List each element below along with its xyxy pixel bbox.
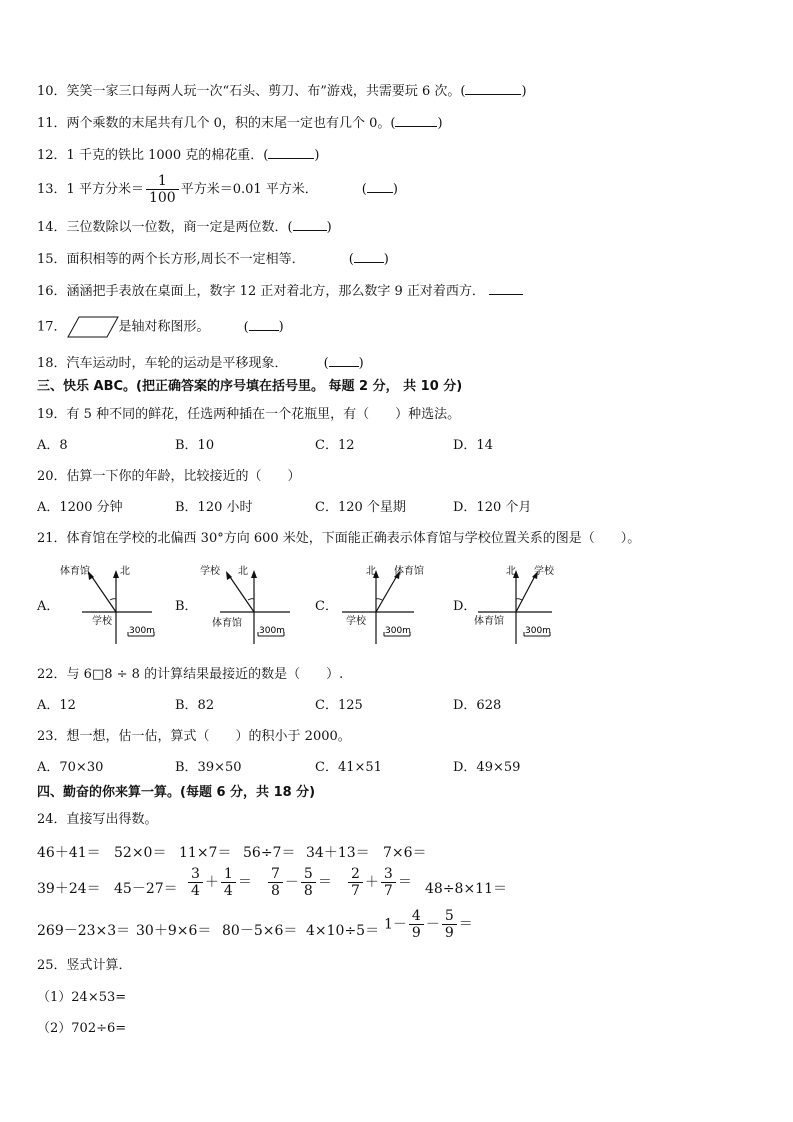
north-label: 北 — [366, 566, 376, 577]
answer-blank[interactable] — [354, 250, 384, 263]
question-21 — [37, 530, 640, 548]
question-text: 1 平方分米＝ — [66, 182, 144, 197]
fraction-calc-4: 1－ $\frac{4}{9}$ － $\frac{5}{9}$ ＝ — [384, 908, 473, 941]
bottom-label: 体育馆 — [474, 616, 504, 627]
question-number: 11． — [37, 116, 67, 131]
question-number: 22． — [37, 667, 67, 682]
sub-item-1: （1）24×53= — [37, 990, 127, 1005]
option-b[interactable]: B．10 — [175, 438, 215, 453]
parallelogram-icon — [67, 316, 119, 338]
north-label: 北 — [506, 566, 516, 577]
calc-item: 39＋24＝ — [37, 881, 101, 897]
question-number: 20． — [37, 469, 67, 484]
option-a[interactable]: A．8 — [37, 438, 68, 453]
question-text: 三位数除以一位数，商一定是两位数．( — [66, 220, 293, 235]
question-number: 19． — [37, 407, 67, 422]
question-number: 16． — [37, 284, 67, 299]
answer-blank[interactable] — [465, 82, 521, 95]
compass-diagram-d — [470, 562, 570, 654]
question-text: 竖式计算． — [66, 958, 132, 973]
answer-blank[interactable] — [268, 146, 314, 159]
question-14: 14．三位数除以一位数，商一定是两位数．( ) — [37, 220, 332, 235]
north-label: 北 — [120, 566, 130, 577]
answer-blank[interactable] — [367, 180, 393, 193]
calc-item: 45－27＝ — [114, 881, 178, 897]
question-17: 17． 是轴对称图形。 ( ) — [37, 316, 284, 338]
question-text: 两个乘数的末尾共有几个 0，积的末尾一定也有几个 0。( — [66, 116, 396, 131]
section-3-heading: 三、快乐 ABC。(把正确答案的序号填在括号里。 每题 2 分， 共 10 分) — [37, 379, 463, 394]
question-number: 17． — [37, 319, 67, 335]
compass-diagram-b — [198, 562, 298, 654]
calc-item: 46＋41＝ — [37, 845, 101, 861]
top-label: 学校 — [200, 566, 220, 577]
question-number: 18． — [37, 356, 67, 371]
question-10: 10．笑笑一家三口每两人玩一次“石头、剪刀、布”游戏，共需要玩 6 次。( ) — [37, 84, 527, 99]
option-d[interactable]: D． — [453, 599, 477, 614]
option-b[interactable]: B．120 小时 — [175, 500, 253, 515]
question-number: 21． — [37, 531, 67, 546]
option-b[interactable]: B．39×50 — [175, 760, 242, 775]
question-25 — [37, 957, 132, 975]
question-text: 汽车运动时，车轮的运动是平移现象． — [66, 356, 288, 371]
calc-item: 11×7＝ — [179, 845, 232, 861]
calc-item: 48÷8×11＝ — [425, 881, 507, 897]
question-number: 25． — [37, 958, 67, 973]
question-15: 15．面积相等的两个长方形,周长不一定相等． ( ) — [37, 252, 389, 267]
question-20 — [37, 468, 301, 486]
top-label: 学校 — [534, 566, 554, 577]
option-b[interactable]: B． — [175, 599, 198, 614]
top-label: 体育馆 — [394, 566, 424, 577]
question-number: 14． — [37, 220, 67, 235]
option-b[interactable]: B．82 — [175, 698, 215, 713]
question-22 — [37, 666, 343, 684]
option-c[interactable]: C．120 个星期 — [315, 500, 406, 515]
section-4-heading: 四、勤奋的你来算一算。(每题 6 分，共 18 分) — [37, 785, 316, 800]
calc-item: 269－23×3＝ — [37, 923, 131, 939]
calc-item: 56÷7＝ — [243, 845, 296, 861]
option-a[interactable]: A． — [37, 599, 60, 614]
question-16 — [37, 282, 523, 301]
fraction: $\frac{1}{100}$ — [146, 173, 179, 206]
question-12: 12．1 千克的铁比 1000 克的棉花重．( ) — [37, 148, 320, 163]
option-a[interactable]: A．12 — [37, 698, 76, 713]
question-23 — [37, 728, 351, 746]
sub-item-2: （2）702÷6= — [37, 1021, 127, 1036]
question-text: 想一想，估一估，算式（ ）的积小于 2000。 — [66, 729, 351, 744]
question-text: 有 5 种不同的鲜花，任选两种插在一个花瓶里，有（ ）种选法。 — [66, 407, 461, 422]
compass-diagram-a — [60, 562, 160, 654]
option-a[interactable]: A．70×30 — [37, 760, 104, 775]
question-number: 24． — [37, 812, 67, 827]
fraction-calc-2: $\frac{7}{8}$ － $\frac{5}{8}$ ＝ — [266, 866, 332, 899]
fraction-calc-3: $\frac{2}{7}$ ＋ $\frac{3}{7}$ ＝ — [346, 866, 412, 899]
bottom-label: 学校 — [346, 616, 366, 627]
option-d[interactable]: D．628 — [453, 698, 502, 713]
question-number: 12． — [37, 148, 67, 163]
question-24 — [37, 811, 158, 829]
option-c[interactable]: C． — [315, 599, 338, 614]
north-label: 北 — [238, 566, 248, 577]
question-text: 直接写出得数。 — [66, 812, 158, 827]
question-text: 涵涵把手表放在桌面上，数字 12 正对着北方，那么数字 9 正对着西方． — [66, 284, 485, 299]
scale-label: 300m — [385, 626, 411, 636]
question-text: 笑笑一家三口每两人玩一次“石头、剪刀、布”游戏，共需要玩 6 次。( — [66, 84, 466, 99]
option-d[interactable]: D．14 — [453, 438, 493, 453]
option-d[interactable]: D．120 个月 — [453, 500, 532, 515]
question-text: 与 6□8 ÷ 8 的计算结果最接近的数是（ ）. — [66, 667, 344, 682]
answer-blank[interactable] — [329, 354, 359, 367]
question-text: 面积相等的两个长方形,周长不一定相等． — [66, 252, 305, 267]
option-c[interactable]: C．12 — [315, 438, 355, 453]
answer-blank[interactable] — [489, 282, 523, 295]
answer-blank[interactable] — [249, 318, 279, 331]
question-text: 是轴对称图形。 — [118, 319, 210, 335]
option-a[interactable]: A．1200 分钟 — [37, 500, 123, 515]
question-text: 估算一下你的年龄，比较接近的（ ） — [66, 469, 301, 484]
bottom-label: 体育馆 — [212, 618, 242, 629]
calc-item: 30＋9×6＝ — [136, 923, 212, 939]
compass-diagram-c — [330, 562, 430, 654]
question-text: 1 千克的铁比 1000 克的棉花重．( — [66, 148, 269, 163]
question-text-2: 平方米＝0.01 平方米． — [180, 182, 318, 197]
question-text: 体育馆在学校的北偏西 30°方向 600 米处，下面能正确表示体育馆与学校位置关系的图是（ ）。 — [66, 531, 641, 546]
answer-blank[interactable] — [395, 114, 437, 127]
question-number: 10． — [37, 84, 67, 99]
question-number: 23． — [37, 729, 67, 744]
scale-label: 300m — [259, 626, 285, 636]
question-13: 13．1 平方分米＝ $\frac{1}{100}$ 平方米＝0.01 平方米． ( ) — [37, 173, 398, 206]
question-18: 18．汽车运动时，车轮的运动是平移现象． ( ) — [37, 356, 364, 371]
scale-label: 300m — [525, 626, 551, 636]
answer-blank[interactable] — [293, 218, 327, 231]
question-number: 15． — [37, 252, 67, 267]
top-label: 体育馆 — [60, 566, 90, 577]
calc-item: 80－5×6＝ — [222, 923, 298, 939]
calc-item: 4×10÷5＝ — [306, 923, 380, 939]
fraction-calc-1: $\frac{3}{4}$ ＋ $\frac{1}{4}$ ＝ — [186, 866, 252, 899]
option-c[interactable]: C．41×51 — [315, 760, 382, 775]
question-19 — [37, 406, 460, 424]
question-number: 13． — [37, 182, 67, 197]
question-11: 11．两个乘数的末尾共有几个 0，积的末尾一定也有几个 0。( ) — [37, 116, 443, 131]
calc-item: 7×6＝ — [383, 845, 427, 861]
option-d[interactable]: D．49×59 — [453, 760, 521, 775]
calc-item: 52×0＝ — [114, 845, 167, 861]
scale-label: 300m — [129, 626, 155, 636]
calc-item: 34＋13＝ — [306, 845, 370, 861]
bottom-label: 学校 — [92, 616, 112, 627]
option-c[interactable]: C．125 — [315, 698, 363, 713]
